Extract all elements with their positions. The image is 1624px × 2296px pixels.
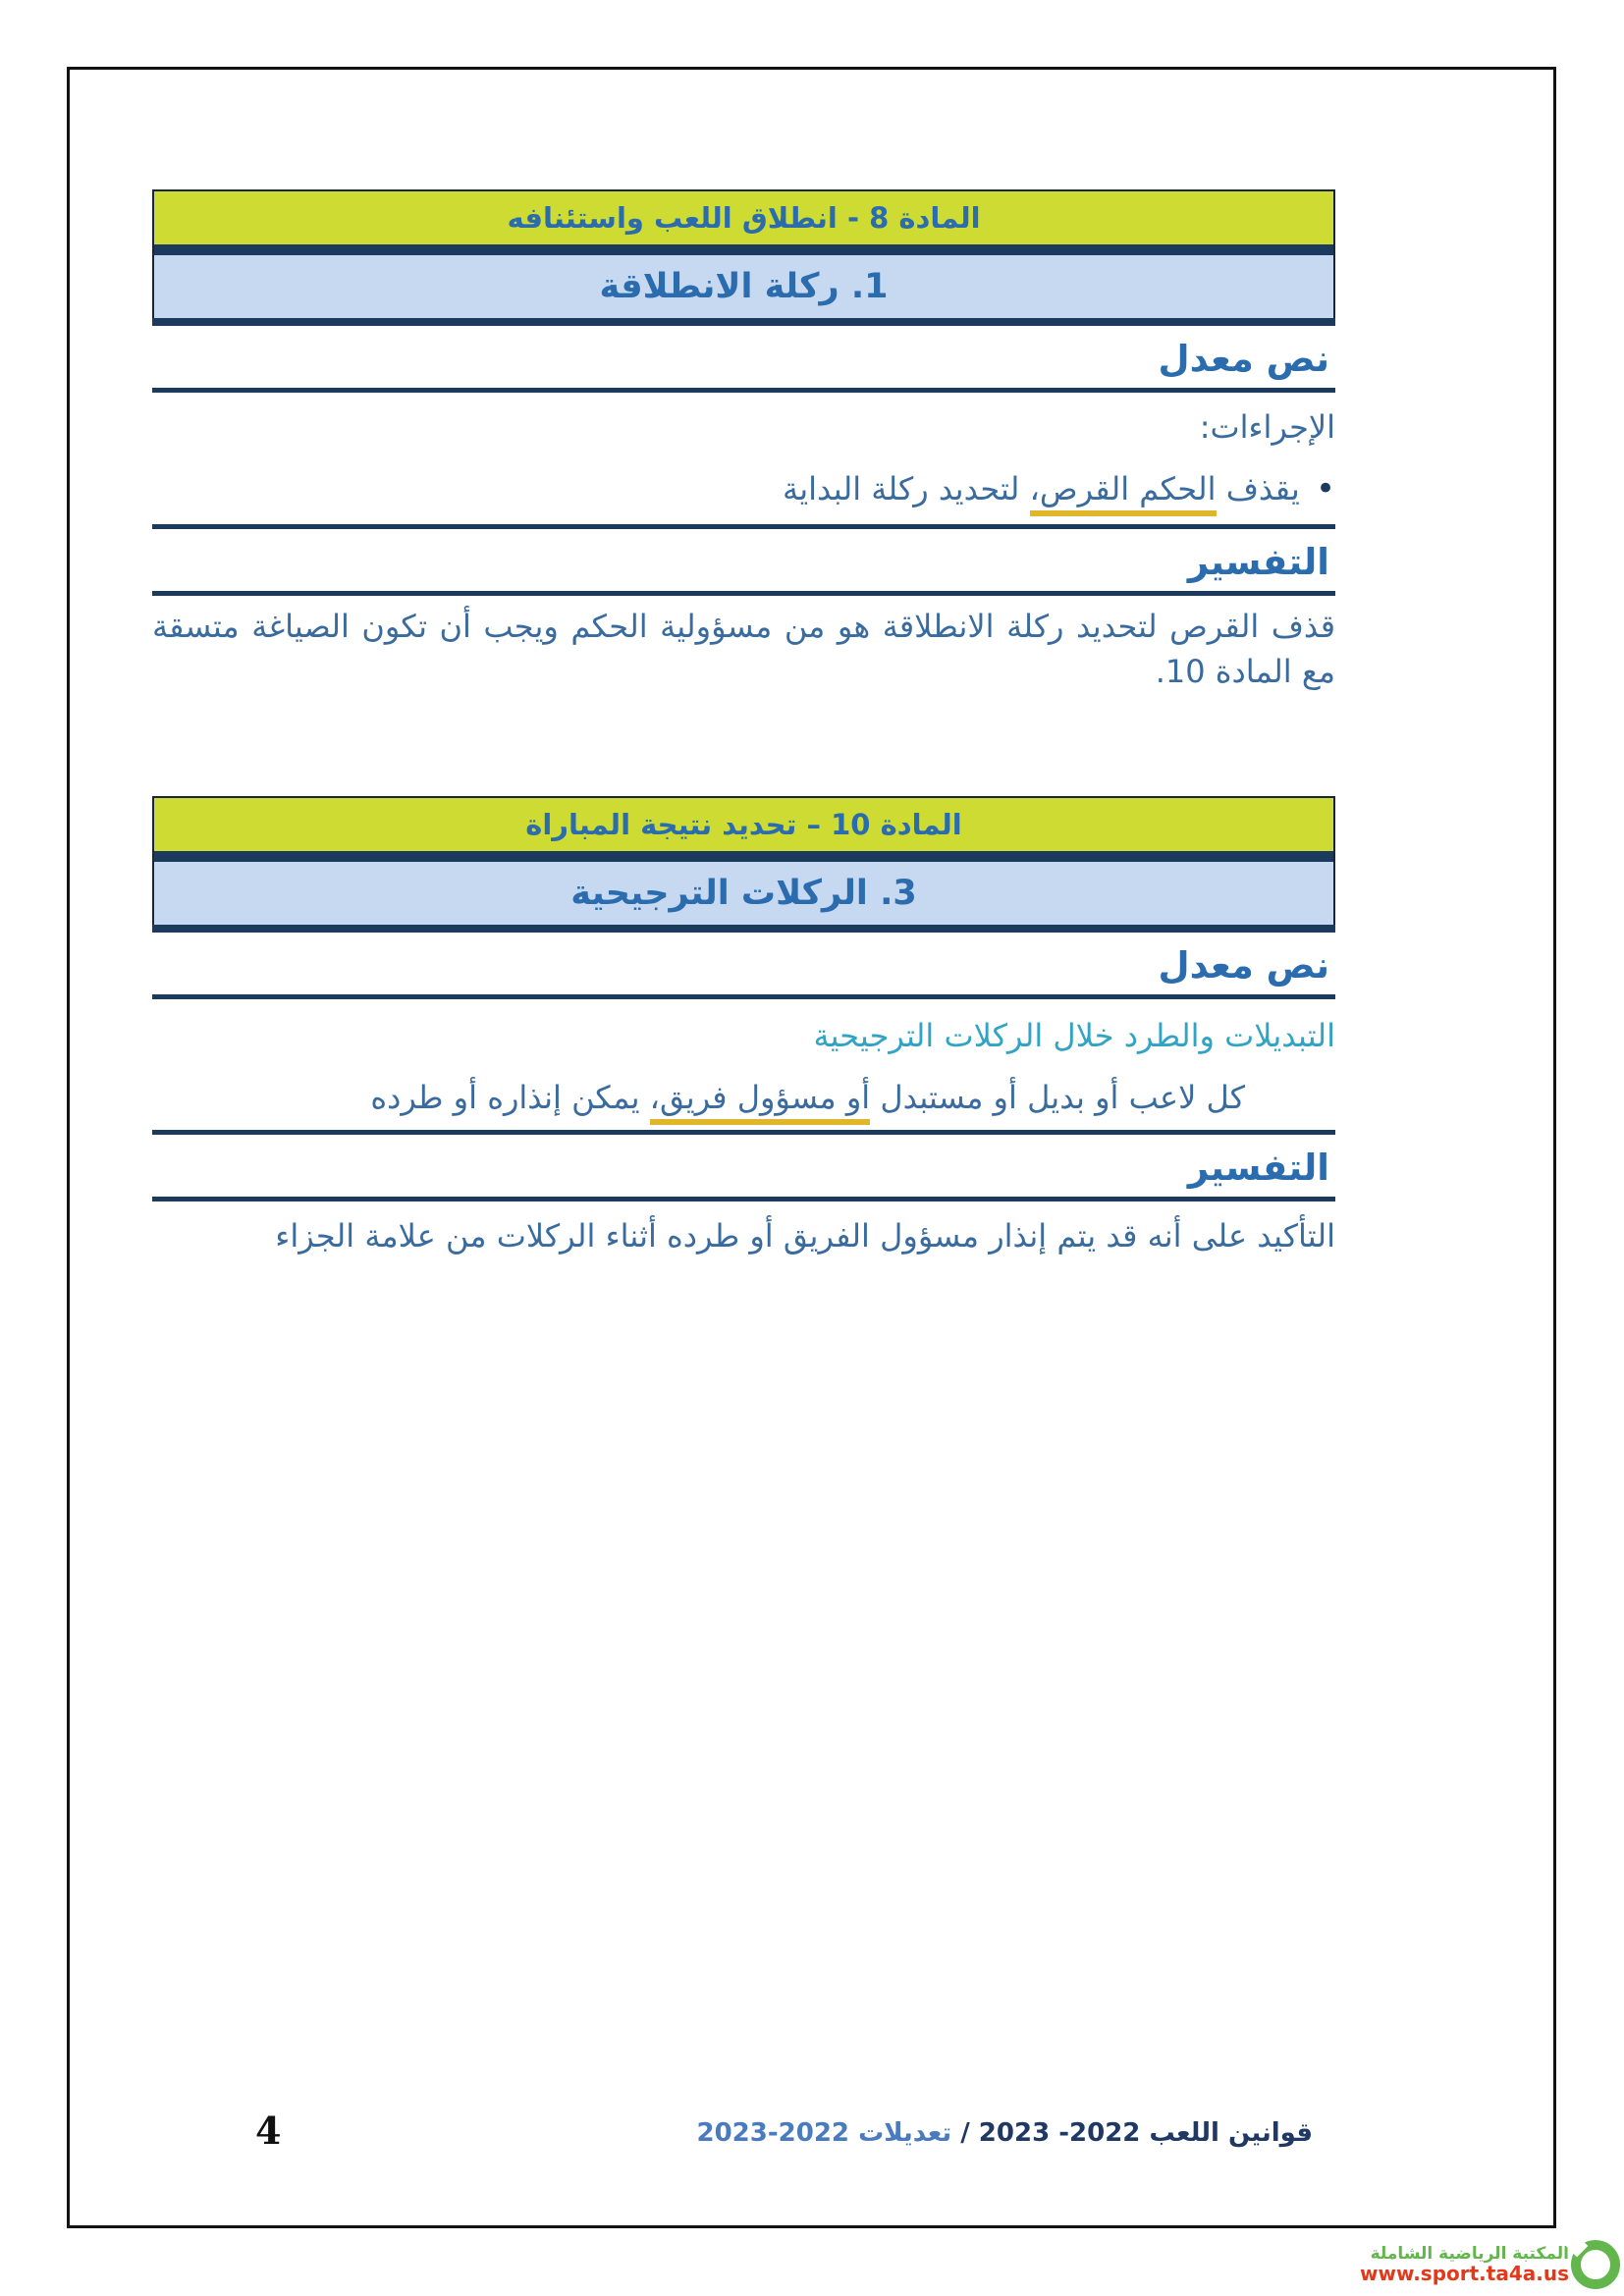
procedures-label: الإجراءات: bbox=[1199, 408, 1335, 446]
bullet-text-prefix: يقذف bbox=[1216, 470, 1300, 508]
sentence-suffix: يمكن إنذاره أو طرده bbox=[370, 1078, 650, 1116]
sport-library-logo-icon bbox=[1571, 2240, 1620, 2289]
subsection-title-bar bbox=[154, 862, 1333, 925]
article-title-bar bbox=[154, 191, 1333, 244]
horizontal-rule bbox=[152, 388, 1335, 393]
footer-text-secondary: تعديلات 2022-2023 bbox=[696, 2118, 952, 2148]
section-law-10 bbox=[152, 796, 1335, 1264]
sentence-prefix: كل لاعب أو بديل أو مستبدل bbox=[870, 1078, 1245, 1116]
bar-bottom-rule bbox=[152, 318, 1335, 326]
footer-text bbox=[696, 2118, 1313, 2148]
amended-subheading: التبديلات والطرد خلال الركلات الترجيحية bbox=[813, 1017, 1335, 1055]
logo-url: www.sport.ta4a.us bbox=[1360, 2262, 1569, 2286]
article-header-block bbox=[152, 796, 1335, 925]
bullet-highlighted-phrase: الحكم القرص، bbox=[1030, 470, 1217, 516]
bullet-icon: • bbox=[1315, 469, 1335, 509]
footer-text-primary: قوانين اللعب 2022- 2023 / bbox=[960, 2118, 1313, 2148]
amended-text-label: نص معدل bbox=[1158, 338, 1329, 380]
page-content bbox=[152, 189, 1335, 1265]
logo-title: المكتبة الرياضية الشاملة bbox=[1370, 2243, 1569, 2264]
interpretation-paragraph: التأكيد على أنه قد يتم إنذار مسؤول الفريق أو طرده أثناء الركلات من علامة الجزاء bbox=[275, 1217, 1335, 1255]
interpretation-label: التفسير bbox=[1187, 1147, 1329, 1190]
subsection-title-bar bbox=[154, 255, 1333, 318]
interpretation-label: التفسير bbox=[1187, 540, 1329, 583]
horizontal-rule bbox=[152, 994, 1335, 999]
page-number: 4 bbox=[255, 2109, 282, 2153]
site-watermark bbox=[1360, 2240, 1620, 2289]
sentence-highlighted-phrase: أو مسؤول فريق، bbox=[650, 1079, 870, 1125]
article-title: المادة 10 – تحديد نتيجة المباراة bbox=[525, 807, 962, 841]
horizontal-rule bbox=[152, 591, 1335, 596]
logo-text-block bbox=[1360, 2245, 1569, 2285]
amended-text-label: نص معدل bbox=[1158, 944, 1329, 988]
bullet-text-suffix: لتحديد ركلة البداية bbox=[783, 470, 1030, 508]
logo-notch bbox=[1566, 2235, 1589, 2258]
amended-bullet-line bbox=[152, 465, 1335, 523]
subsection-title: 3. الركلات الترجيحية bbox=[570, 873, 917, 913]
bar-bottom-rule bbox=[152, 925, 1335, 933]
article-header-block bbox=[152, 189, 1335, 318]
article-title-bar bbox=[154, 798, 1333, 851]
amended-sentence bbox=[152, 1075, 1335, 1130]
interpretation-paragraph: قذف القرص لتحديد ركلة الانطلاقة هو من مسؤولية الحكم ويجب أن تكون الصياغة متسقة مع المادة 10. bbox=[152, 607, 1335, 691]
article-title: المادة 8 - انطلاق اللعب واستئنافه bbox=[507, 200, 981, 235]
section-law-8 bbox=[152, 189, 1335, 700]
subsection-title: 1. ركلة الانطلاقة bbox=[599, 266, 889, 306]
horizontal-rule bbox=[152, 1197, 1335, 1201]
bar-separator bbox=[154, 851, 1333, 862]
bar-separator bbox=[154, 244, 1333, 255]
